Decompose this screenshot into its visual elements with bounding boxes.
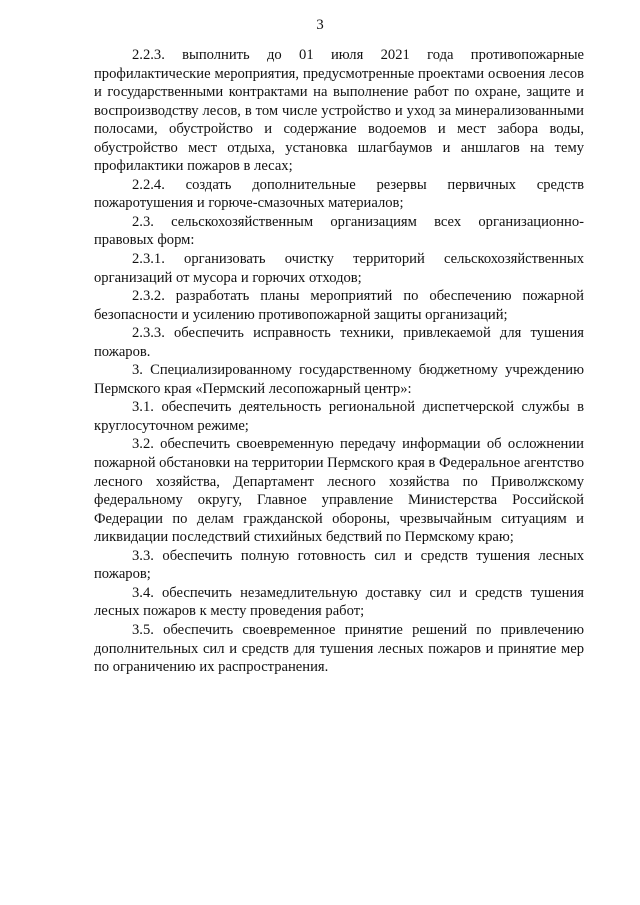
paragraph-2-3-1: 2.3.1. организовать очистку территорий сельскохозяйственных организаций от мусора и горючих отходов;: [94, 251, 584, 286]
paragraph-3-3: 3.3. обеспечить полную готовность сил и средств тушения лесных пожаров;: [94, 547, 584, 583]
paragraph-2-2-4: 2.2.4. создать дополнительные резервы первичных средств пожаротушения и горюче-смазочных материалов;: [94, 176, 584, 212]
paragraph-3-2: 3.2. обеспечить своевременную передачу информации об осложнении пожарной обстановки на территории Пермского края в Федеральное агентство лесного хозяйства, Департамент лесного хозяйства по Приволжскому федеральному округу, Главное управление Министерства Российской Федерации по делам гражданской обороны, чрезвычайным ситуациям и ликвидации последствий стихийных бедствий по Пермскому краю;: [94, 436, 584, 546]
paragraph-3-4: 3.4. обеспечить незамедлительную доставку сил и средств тушения лесных пожаров к месту проведения работ;: [94, 584, 584, 620]
document-body: [94, 46, 584, 677]
page-number: 3: [316, 17, 324, 33]
paragraph-3-5: 3.5. обеспечить своевременное принятие решений по привлечению дополнительных сил и средств для тушения лесных пожаров и принятие мер по ограничению их распространения.: [94, 621, 584, 676]
paragraph-3-1: 3.1. обеспечить деятельность региональной диспетчерской службы в круглосуточном режиме;: [94, 399, 584, 434]
paragraph-3: 3. Специализированному государственному бюджетному учреждению Пермского края «Пермский лесопожарный центр»:: [94, 362, 584, 397]
paragraph-2-3: 2.3. сельскохозяйственным организациям всех организационно-правовых форм:: [94, 213, 584, 249]
paragraph-2-3-2: 2.3.2. разработать планы мероприятий по обеспечению пожарной безопасности и усилению противопожарной защиты организаций;: [94, 288, 584, 323]
paragraph-2-3-3: 2.3.3. обеспечить исправность техники, привлекаемой для тушения пожаров.: [94, 325, 584, 360]
paragraph-2-2-3: 2.2.3. выполнить до 01 июля 2021 года противопожарные профилактические мероприятия, предусмотренные проектами освоения лесов и государственными контрактами на выполнение работ по охране, защите и воспроизводству лесов, в том числе устройство и уход за минерализованными полосами, обустройство и содержание водоемов и мест забора воды, обустройство мест отдыха, установка шлагбаумов и аншлагов на тему профилактики пожаров в лесах;: [94, 47, 584, 175]
